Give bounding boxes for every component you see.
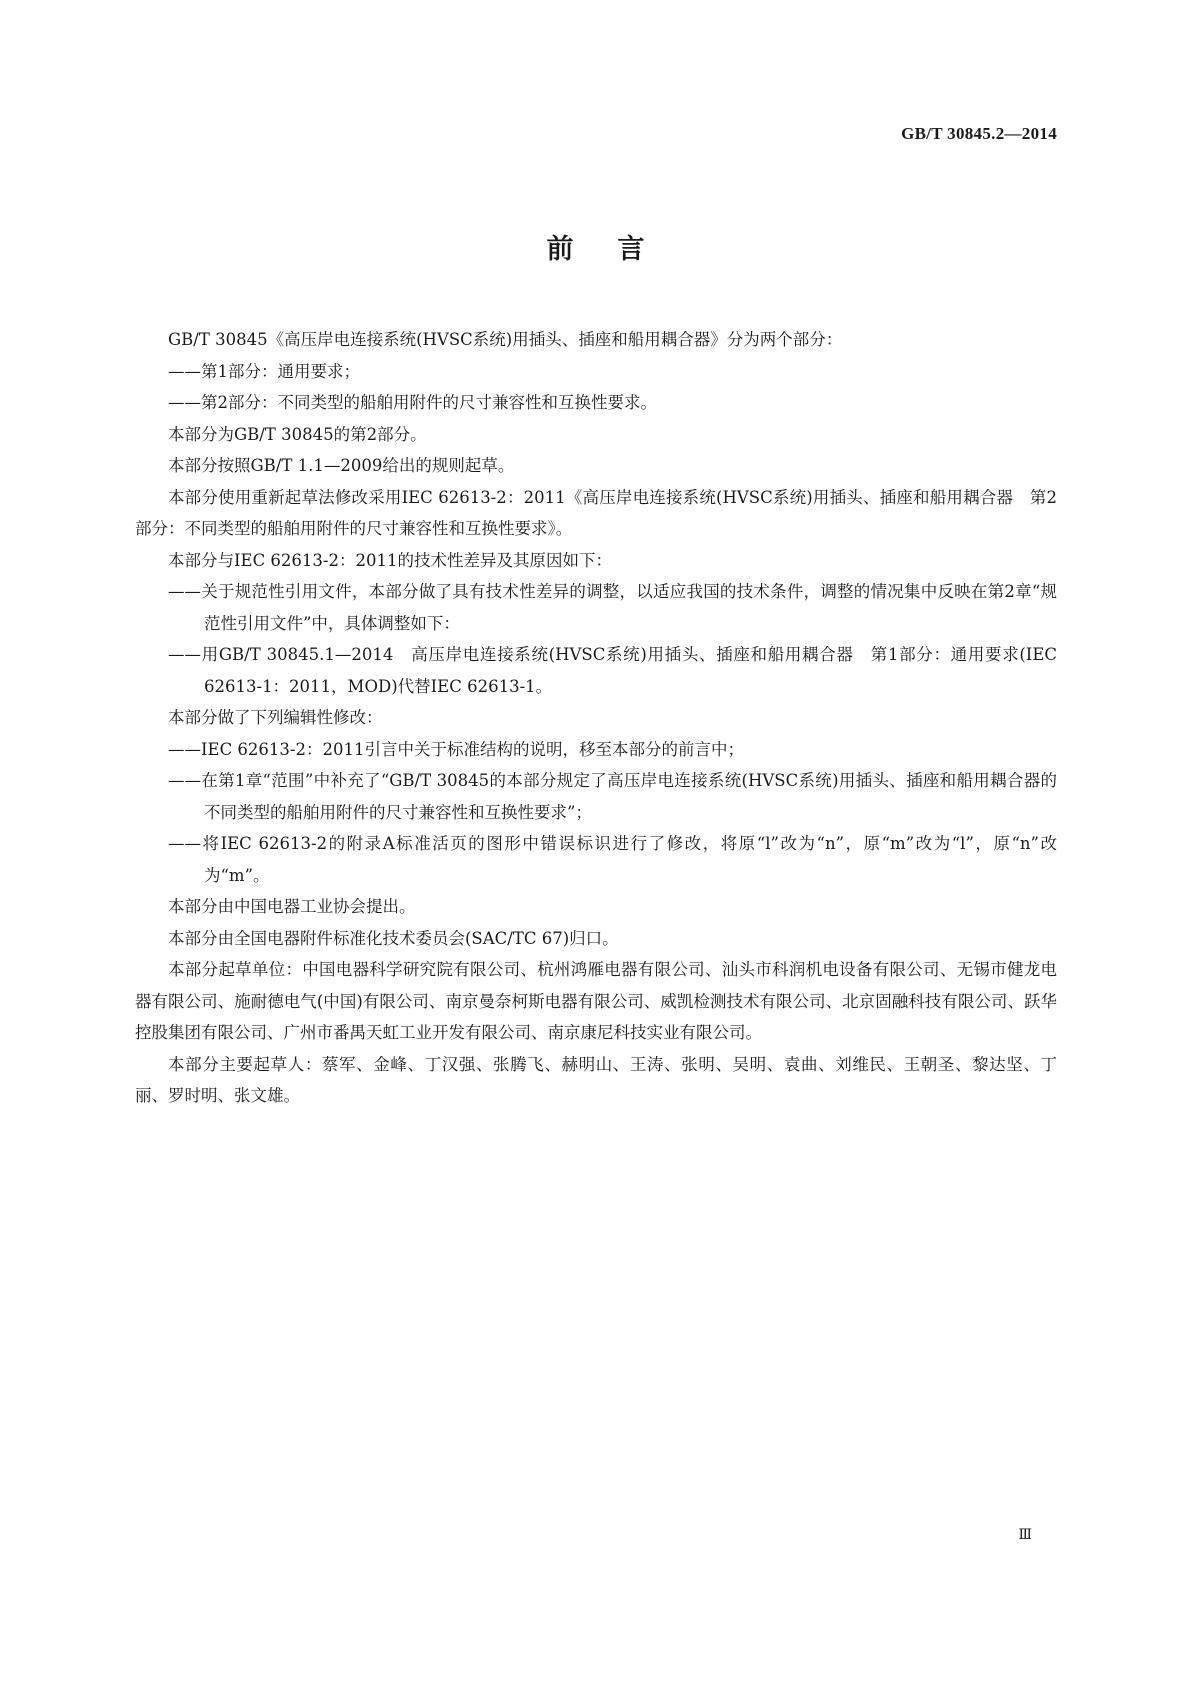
page-title: 前言 xyxy=(546,234,689,265)
foreword-body xyxy=(135,324,1057,1112)
paragraph-editorial-changes: 本部分做了下列编辑性修改： xyxy=(168,708,383,727)
standard-number: GB/T 30845.2—2014 xyxy=(901,124,1057,143)
list-item-introduction-moved: ——IEC 62613-2：2011引言中关于标准结构的说明，移至本部分的前言中； xyxy=(168,739,744,759)
paragraph-drafters: 本部分主要起草人：蔡军、金峰、丁汉强、张腾飞、赫明山、王涛、张明、吴明、袁曲、刘维民、王朝圣、黎达坚、丁丽、罗时明、张文雄。 xyxy=(135,1054,1057,1105)
paragraph-this-part: 本部分为GB/T 30845的第2部分。 xyxy=(168,424,427,444)
page-number: Ⅲ xyxy=(1018,1528,1033,1543)
list-item-scope-supplement: ——在第1章“范围”中补充了“GB/T 30845的本部分规定了高压岸电连接系统(HVSC系统)用插头、插座和船用耦合器的不同类型的船舶用附件的尺寸兼容性和互换性要求”； xyxy=(168,771,1057,822)
paragraph-technical-differences: 本部分与IEC 62613-2：2011的技术性差异及其原因如下： xyxy=(168,550,612,570)
paragraph-proposer: 本部分由中国电器工业协会提出。 xyxy=(168,897,416,916)
list-item-normative-references: ——关于规范性引用文件，本部分做了具有技术性差异的调整，以适应我国的技术条件，调整的情况集中反映在第2章“规范性引用文件”中，具体调整如下： xyxy=(168,582,1057,633)
list-item-replacement: ——用GB/T 30845.1—2014 高压岸电连接系统(HVSC系统)用插头、插座和船用耦合器 第1部分：通用要求(IEC 62613-1：2011，MOD)代替IEC 62613-1。 xyxy=(168,645,1057,696)
paragraph-committee: 本部分由全国电器附件标准化技术委员会(SAC/TC 67)归口。 xyxy=(168,928,619,948)
paragraph-adoption: 本部分使用重新起草法修改采用IEC 62613-2：2011《高压岸电连接系统(HVSC系统)用插头、插座和船用耦合器 第2部分：不同类型的船舶用附件的尺寸兼容性和互换性要求》。 xyxy=(135,487,1057,538)
list-item-annex-correction: ——将IEC 62613-2的附录A标准活页的图形中错误标识进行了修改，将原“l”改为“n”，原“m”改为“l”，原“n”改为“m”。 xyxy=(168,834,1057,885)
paragraph-series-overview: GB/T 30845《高压岸电连接系统(HVSC系统)用插头、插座和船用耦合器》分为两个部分： xyxy=(168,330,843,349)
list-item-part-2: ——第2部分：不同类型的船舶用附件的尺寸兼容性和互换性要求。 xyxy=(168,393,657,412)
paragraph-drafting-rules: 本部分按照GB/T 1.1—2009给出的规则起草。 xyxy=(168,456,515,475)
list-item-part-1: ——第1部分：通用要求； xyxy=(168,361,360,381)
paragraph-drafting-units: 本部分起草单位：中国电器科学研究院有限公司、杭州鸿雁电器有限公司、汕头市科润机电设备有限公司、无锡市健龙电器有限公司、施耐德电气(中国)有限公司、南京曼奈柯斯电器有限公司、威凯检测技术有限公司、北京固融科技有限公司、跃华控股集团有限公司、广州市番禺天虹工业开发有限公司、南京康尼科技实业有限公司。 xyxy=(135,960,1057,1042)
